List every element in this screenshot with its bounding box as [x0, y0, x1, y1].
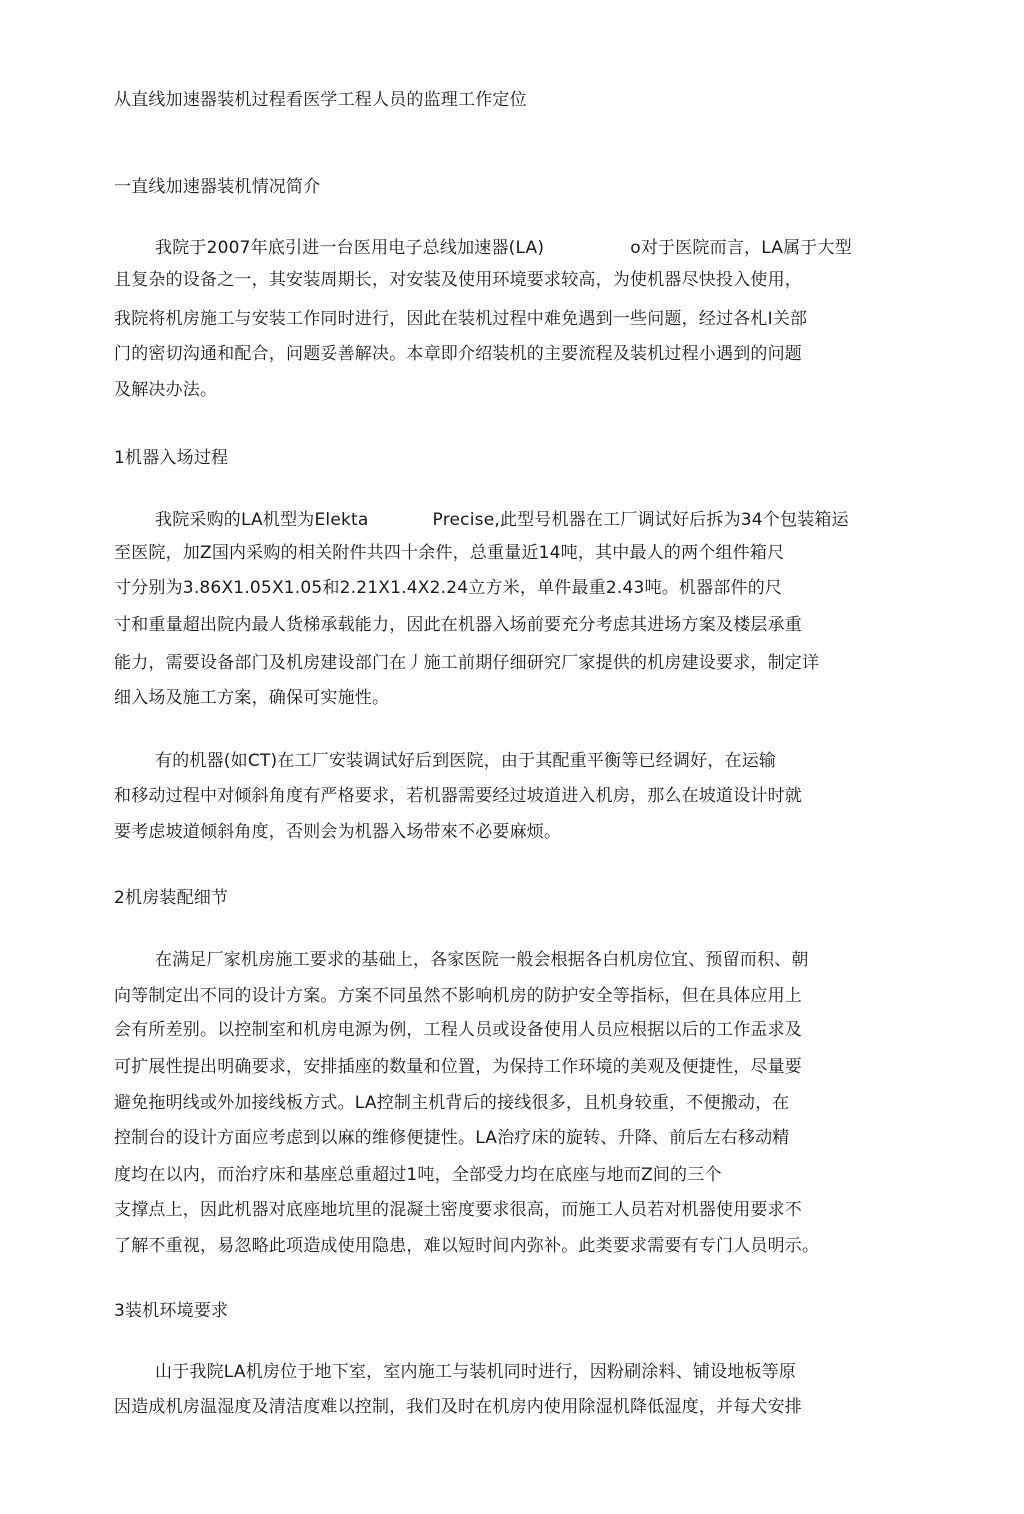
paragraph-line: 细入场及施工方案，确保可实施性。: [114, 688, 390, 708]
section-heading: 3装机环境要求: [114, 1301, 229, 1321]
paragraph-line: 且复杂的设备之一，其安装周期长，对安装及使用环境要求较高，为使机器尽快投入使用，: [114, 270, 802, 290]
paragraph-line: [155, 509, 849, 531]
paragraph-line: [155, 237, 852, 259]
paragraph-line: 了解不重视，易忽略此项造成使用隐患，难以短时间内弥补。此类要求需要有专门人员明示。: [114, 1236, 820, 1256]
paragraph-line: 向等制定出不同的设计方案。方案不同虽然不影响机房的防护安全等指标，但在具体应用上: [114, 986, 802, 1006]
paragraph-line-part: Precise,此型号机器在工厂调试好后拆为34个包装箱运: [432, 510, 849, 530]
paragraph-line: 及解决办法。: [114, 380, 218, 400]
paragraph-line: 和移动过程中对倾斜角度有严格要求，若机器需要经过坡道进入机房，那么在坡道设计时就: [114, 786, 802, 806]
section-heading: 一直线加速器装机情况简介: [114, 177, 321, 197]
section-heading: 2机房装配细节: [114, 888, 229, 908]
paragraph-line: 因造成机房温湿度及清洁度难以控制，我们及时在机房内使用除湿机降低湿度，并每犬安排: [114, 1397, 802, 1417]
paragraph-line: 支撑点上，因此机器对底座地坑里的混凝土密度要求很高，而施工人员若对机器使用要求不: [114, 1200, 802, 1220]
paragraph-line: 控制台的设计方面应考虑到以麻的维修便捷性。LA治疗床的旋转、升降、前后左右移动精: [114, 1128, 790, 1148]
section-heading: 1机器入场过程: [114, 448, 229, 468]
paragraph-line: 能力，需要设备部门及机房建设部门在丿施工前期仔细研究厂家提供的机房建设要求，制定详: [114, 653, 820, 673]
document-title: 从直线加速器装机过程看医学工程人员的监理工作定位: [114, 90, 527, 110]
paragraph-line: 避免拖明线或外加接线板方式。LA控制主机背后的接线很多，且机身较重，不便搬动，在: [114, 1093, 790, 1113]
paragraph-line: 寸分别为3.86X1.05X1.05和2.21X1.4X2.24立方米，单件最重2.43吨。机器部件的尺: [114, 578, 783, 598]
paragraph-line-part: 我院于2007年底引进一台医用电子总线加速器(LA): [155, 238, 545, 258]
paragraph-line: 在满足厂家机房施工要求的基础上，各家医院一般会根据各白机房位宜、预留而积、朝: [155, 950, 809, 970]
paragraph-line: 山于我院LA机房位于地下室，室内施工与装机同时进行，因粉刷涂料、铺设地板等原: [155, 1362, 797, 1382]
paragraph-line: 寸和重量超出院内最人货梯承载能力，因此在机器入场前要充分考虑其进场方案及楼层承重: [114, 615, 802, 635]
paragraph-line-part: o对于医院而言，LA属于大型: [630, 238, 852, 258]
paragraph-line: 要考虑坡道倾斜角度，否则会为机器入场带來不必要麻烦。: [114, 822, 562, 842]
paragraph-line-part: 我院采购的LA机型为Elekta: [155, 510, 369, 530]
paragraph-line: 门的密切沟通和配合，问题妥善解决。本章即介绍装机的主要流程及装机过程小遇到的问题: [114, 344, 802, 364]
paragraph-line: 会有所差别。以控制室和机房电源为例，工程人员或设备使用人员应根据以后的工作盂求及: [114, 1020, 802, 1040]
paragraph-line: 有的机器(如CT)在工厂安装调试好后到医院，由于其配重平衡等已经调好，在运输: [155, 751, 777, 771]
paragraph-line: 至医院，加Z国内采购的相关附件共四十余件，总重量近14吨，其中最人的两个组件箱尺: [114, 543, 785, 563]
paragraph-line: 我院将机房施工与安装工作同时进行，因此在装机过程中难免遇到一些问题，经过各札I关部: [114, 309, 808, 329]
paragraph-line: 可扩展性提出明确要求，安排插座的数量和位置，为保持工作环境的美观及便捷性，尽量要: [114, 1057, 802, 1077]
paragraph-line: 度均在以内，而治疗床和基座总重超过1吨，全部受力均在底座与地而Z间的三个: [114, 1165, 722, 1185]
